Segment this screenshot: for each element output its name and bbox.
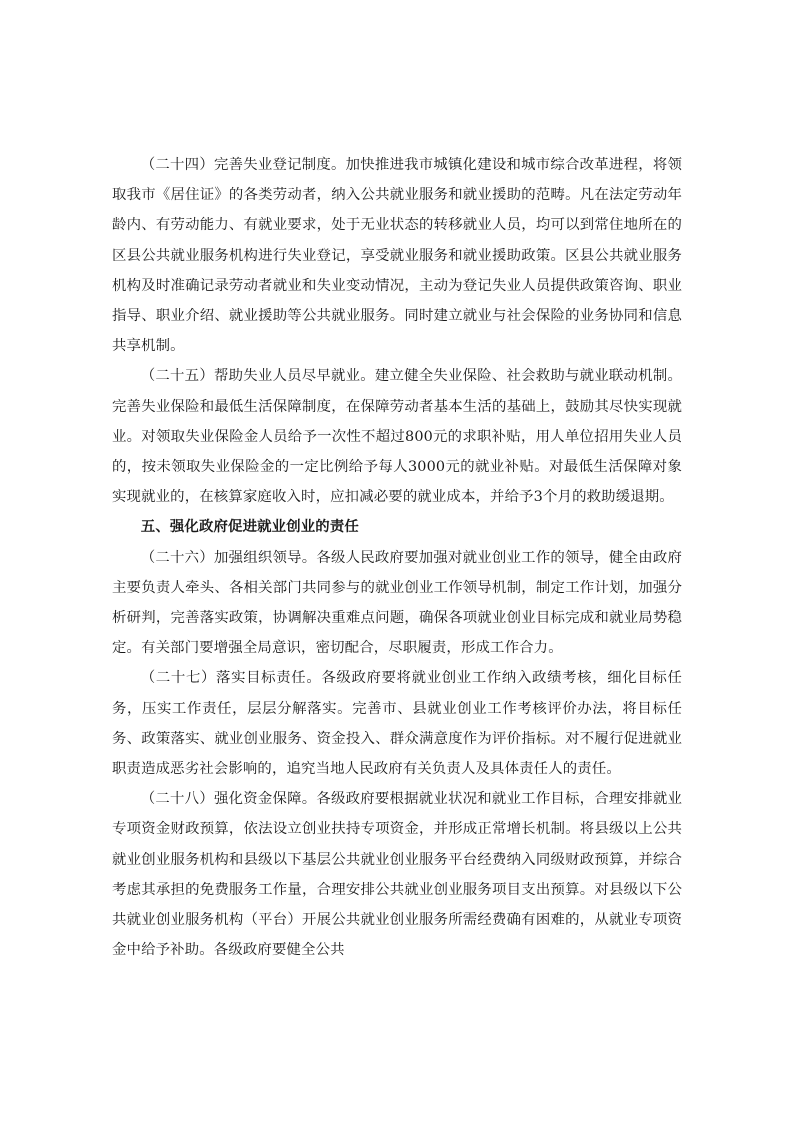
document-page xyxy=(112,150,682,965)
paragraph-24: （二十四）完善失业登记制度。加快推进我市城镇化建设和城市综合改革进程，将领取我市《居住证》的各类劳动者，纳入公共就业服务和就业援助的范畴。凡在法定劳动年龄内、有劳动能力、有就业要求，处于无业状态的转移就业人员，均可以到常住地所在的区县公共就业服务机构进行失业登记，享受就业服务和就业援助政策。区县公共就业服务机构及时准确记录劳动者就业和失业变动情况，主动为登记失业人员提供政策咨询、职业指导、职业介绍、就业援助等公共就业服务。同时建立就业与社会保险的业务协同和信息共享机制。 xyxy=(112,157,682,355)
paragraph-25: （二十五）帮助失业人员尽早就业。建立健全失业保险、社会救助与就业联动机制。完善失业保险和最低生活保障制度，在保障劳动者基本生活的基础上，鼓励其尽快实现就业。对领取失业保险金人员给予一次性不超过800元的求职补贴，用人单位招用失业人员的，按未领取失业保险金的一定比例给予每人3000元的就业补贴。对最低生活保障对象实现就业的，在核算家庭收入时，应扣减必要的就业成本，并给予3个月的救助缓退期。 xyxy=(112,368,682,506)
paragraph-28: （二十八）强化资金保障。各级政府要根据就业状况和就业工作目标，合理安排就业专项资金财政预算，依法设立创业扶持专项资金，并形成正常增长机制。将县级以上公共就业创业服务机构和县级以下基层公共就业创业服务平台经费纳入同级财政预算，并综合考虑其承担的免费服务工作量，合理安排公共就业创业服务项目支出预算。对县级以下公共就业创业服务机构（平台）开展公共就业创业服务所需经费确有困难的，从就业专项资金中给予补助。各级政府要健全公共 xyxy=(112,791,682,959)
paragraph-26: （二十六）加强组织领导。各级人民政府要加强对就业创业工作的领导，健全由政府主要负责人牵头、各相关部门共同参与的就业创业工作领导机制，制定工作计划，加强分析研判，完善落实政策，协调解决重难点问题，确保各项就业创业目标完成和就业局势稳定。有关部门要增强全局意识，密切配合，尽职履责，形成工作合力。 xyxy=(112,549,682,657)
paragraph-27: （二十七）落实目标责任。各级政府要将就业创业工作纳入政绩考核，细化目标任务，压实工作责任，层层分解落实。完善市、县就业创业工作考核评价办法，将目标任务、政策落实、就业创业服务、资金投入、群众满意度作为评价指标。对不履行促进就业职责造成恶劣社会影响的，追究当地人民政府有关负责人及具体责任人的责任。 xyxy=(112,670,682,778)
section-heading: 五、强化政府促进就业创业的责任 xyxy=(140,518,359,536)
